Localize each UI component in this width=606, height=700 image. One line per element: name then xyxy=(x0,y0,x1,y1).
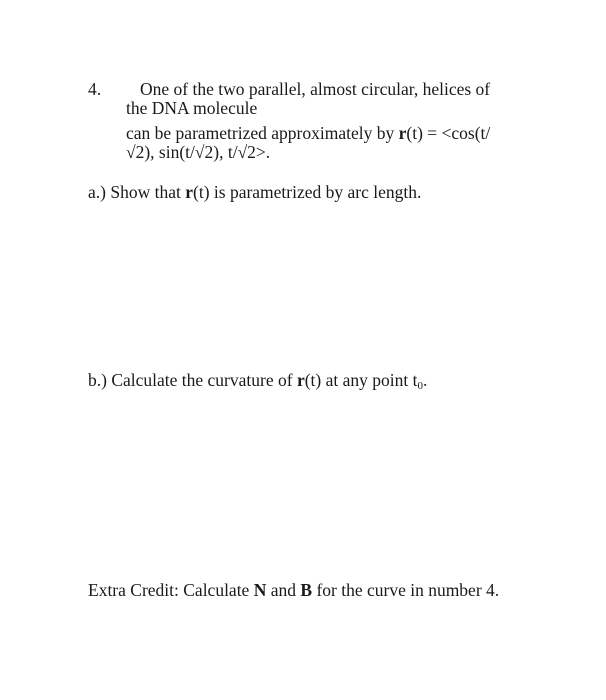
part-b-subscript: 0 xyxy=(417,380,423,392)
extra-credit-and: and xyxy=(266,580,301,600)
part-b-end: . xyxy=(422,370,428,390)
vector-r: r xyxy=(398,123,407,143)
part-b-text xyxy=(88,369,427,391)
param-expr-part1: (t) = <cos(t/ xyxy=(406,123,491,143)
symbol-n: N xyxy=(253,580,267,600)
param-prefix: can be parametrized approximately by xyxy=(126,123,399,143)
problem-intro-line1: One of the two parallel, almost circular, helices of xyxy=(140,79,491,99)
problem-parametrization-line2: √2), sin(t/√2), t/√2>. xyxy=(126,142,271,162)
vector-r: r xyxy=(296,370,305,390)
part-a-prefix: a.) Show that xyxy=(88,182,186,202)
problem-number: 4. xyxy=(88,79,102,99)
part-a-suffix: (t) is parametrized by arc length. xyxy=(193,182,422,202)
extra-credit-text xyxy=(88,579,499,601)
problem-intro-line2: the DNA molecule xyxy=(126,98,258,118)
part-b-middle: (t) at any point t xyxy=(304,370,418,390)
vector-r: r xyxy=(185,182,193,202)
part-a-text xyxy=(88,181,421,203)
extra-credit-prefix: Extra Credit: Calculate xyxy=(88,580,254,600)
extra-credit-suffix: for the curve in number 4. xyxy=(312,580,500,600)
part-b-prefix: b.) Calculate the curvature of xyxy=(88,370,297,390)
symbol-b: B xyxy=(300,580,313,600)
